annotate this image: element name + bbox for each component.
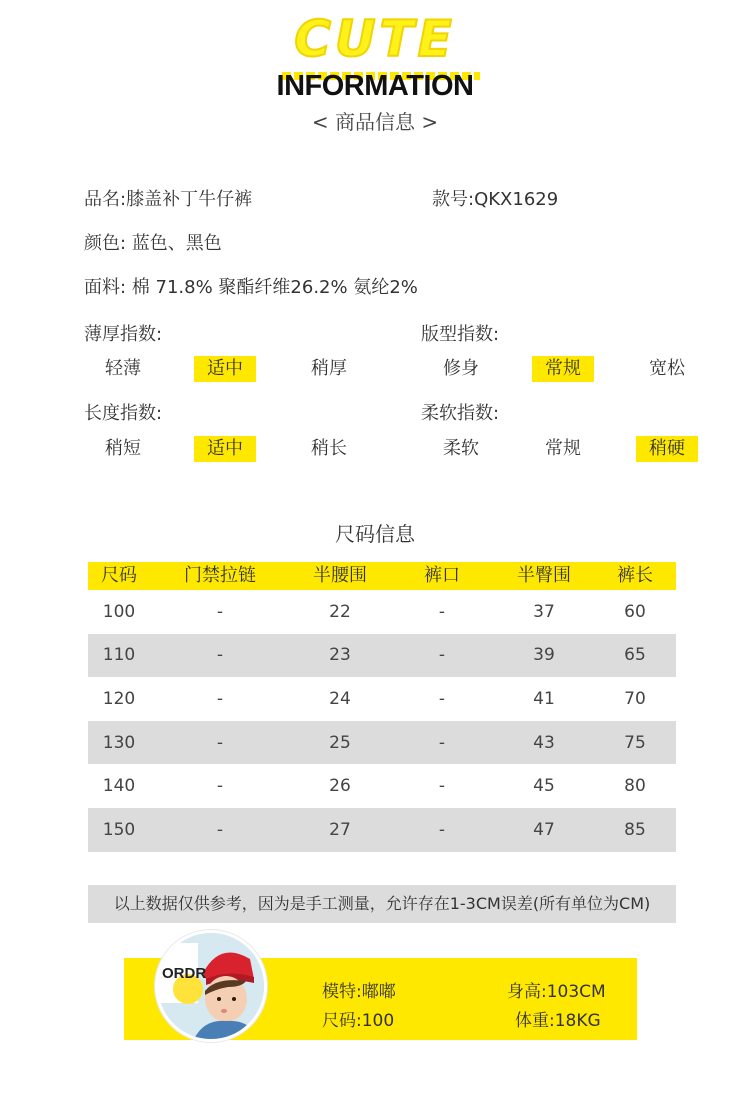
table-cell: 23	[329, 645, 351, 666]
length-index-options	[92, 436, 362, 462]
table-cell: -	[216, 601, 224, 622]
table-cell: -	[438, 732, 446, 753]
fit-index-options	[430, 356, 700, 382]
table-cell: 80	[624, 776, 646, 797]
length-index-title: 长度指数:	[84, 403, 163, 424]
table-row	[88, 634, 676, 678]
table-cell: 43	[533, 732, 555, 753]
table-cell: -	[438, 776, 446, 797]
index-option: 常规	[545, 438, 581, 459]
header-cell-half-hip: 半臀围	[517, 565, 571, 586]
cute-logo-text: CUTE	[294, 10, 456, 68]
table-cell: -	[216, 645, 224, 666]
thickness-index-options	[92, 356, 362, 382]
fit-index-title: 版型指数:	[421, 324, 500, 345]
table-cell: -	[216, 776, 224, 797]
thickness-index-title: 薄厚指数:	[84, 324, 163, 345]
model-size: 尺码:100	[322, 1011, 395, 1031]
table-cell: 47	[533, 819, 555, 840]
table-cell: 22	[329, 601, 351, 622]
index-option-selected: 适中	[194, 356, 256, 382]
table-cell: 70	[624, 688, 646, 709]
table-row	[88, 721, 676, 765]
header-cell-half-waist: 半腰围	[313, 565, 367, 586]
model-weight: 体重:18KG	[515, 1011, 601, 1031]
header-cell-leg-opening: 裤口	[424, 565, 460, 586]
header-cell-size: 尺码	[101, 565, 137, 586]
table-cell: 65	[624, 645, 646, 666]
index-option-selected: 适中	[194, 436, 256, 462]
index-option: 柔软	[443, 438, 479, 459]
product-color: 颜色: 蓝色、黑色	[84, 233, 222, 254]
table-cell: 100	[102, 601, 136, 622]
softness-index-options	[430, 436, 700, 462]
index-option-selected: 稍硬	[636, 436, 698, 462]
table-cell: 41	[533, 688, 555, 709]
table-cell: 150	[102, 819, 136, 840]
section-heading: INFORMATION	[276, 70, 474, 102]
model-height: 身高:103CM	[507, 982, 606, 1002]
photo-background-letters: ORDR	[162, 965, 207, 982]
product-fabric: 面料: 棉 71.8% 聚酯纤维26.2% 氨纶2%	[84, 277, 418, 298]
table-cell: 39	[533, 645, 555, 666]
table-cell: 24	[329, 688, 351, 709]
table-row	[88, 590, 676, 634]
table-cell: 75	[624, 732, 646, 753]
size-table-title: 尺码信息	[335, 522, 415, 546]
size-table-header	[88, 562, 676, 590]
measurement-note: 以上数据仅供参考，因为是手工测量，允许存在1-3CM误差(所有单位为CM)	[88, 885, 676, 923]
table-cell: -	[438, 819, 446, 840]
index-option: 稍短	[105, 438, 141, 459]
table-cell: 37	[533, 601, 555, 622]
table-cell: 120	[102, 688, 136, 709]
softness-index-title: 柔软指数:	[421, 403, 500, 424]
table-cell: 60	[624, 601, 646, 622]
index-option: 修身	[443, 358, 479, 379]
table-cell: 27	[329, 819, 351, 840]
table-cell: -	[216, 819, 224, 840]
index-option-selected: 常规	[532, 356, 594, 382]
header-cell-pants-length: 裤长	[617, 565, 653, 586]
index-option: 稍厚	[311, 358, 347, 379]
table-cell: 130	[102, 732, 136, 753]
table-cell: 140	[102, 776, 136, 797]
table-cell: -	[216, 688, 224, 709]
header-cell-zipper: 门禁拉链	[184, 565, 256, 586]
model-photo-illustration	[158, 933, 264, 1039]
model-name: 模特:嘟嘟	[322, 982, 396, 1002]
table-cell: -	[438, 688, 446, 709]
section-subheading: < 商品信息 >	[311, 110, 439, 134]
table-cell: -	[438, 601, 446, 622]
product-name: 品名:膝盖补丁牛仔裤	[84, 189, 253, 210]
product-style-number: 款号:QKX1629	[432, 189, 559, 210]
size-table	[88, 562, 676, 852]
index-option: 宽松	[649, 358, 685, 379]
table-cell: 25	[329, 732, 351, 753]
index-option: 轻薄	[105, 358, 141, 379]
table-cell: 45	[533, 776, 555, 797]
table-cell: 110	[102, 645, 136, 666]
table-cell: -	[216, 732, 224, 753]
model-avatar	[155, 930, 267, 1042]
table-row	[88, 677, 676, 721]
index-option: 稍长	[311, 438, 347, 459]
table-cell: -	[438, 645, 446, 666]
table-row	[88, 764, 676, 808]
table-row	[88, 808, 676, 852]
table-cell: 85	[624, 819, 646, 840]
size-table-body	[88, 590, 676, 852]
table-cell: 26	[329, 776, 351, 797]
